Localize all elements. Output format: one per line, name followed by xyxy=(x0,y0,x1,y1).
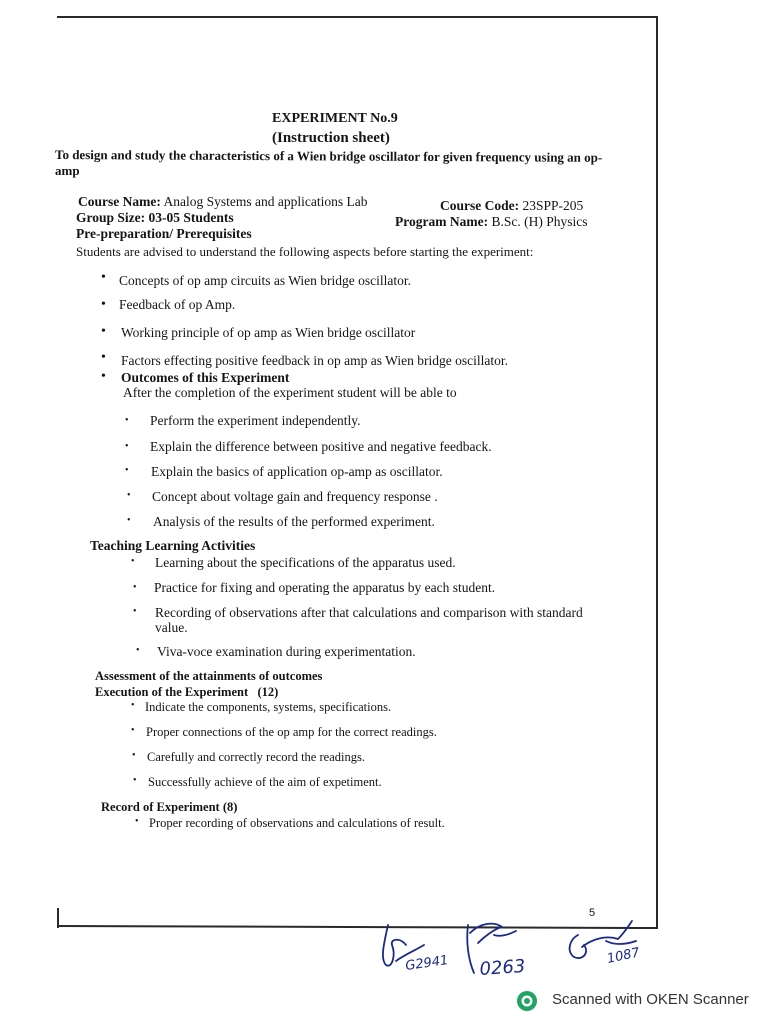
prereq-item: Concepts of op amp circuits as Wien bridge oscillator. xyxy=(119,273,412,288)
course-name-value: Analog Systems and applications Lab xyxy=(163,194,368,209)
record-heading: Record of Experiment (8) xyxy=(101,800,238,814)
teaching-heading: Teaching Learning Activities xyxy=(90,538,256,553)
teaching-item: Recording of observations after that calculations and comparison with standard xyxy=(155,605,583,620)
teaching-item: Learning about the specifications of the apparatus used. xyxy=(155,555,456,570)
experiment-title: EXPERIMENT No.9 xyxy=(272,111,398,126)
bullet: • xyxy=(133,606,137,617)
bullet: • xyxy=(133,582,137,593)
execution-item: Indicate the components, systems, specifications. xyxy=(145,700,392,714)
bullet: • xyxy=(101,270,106,285)
group-size: Group Size: 03-05 Students xyxy=(76,210,234,225)
course-code-value: 23SPP-205 xyxy=(522,198,584,213)
scanner-logo-icon xyxy=(516,990,538,1012)
prereq-heading: Pre-preparation/ Prerequisites xyxy=(76,226,252,241)
aim-line-1: To design and study the characteristics of a Wien bridge oscillator for given frequency using an op- xyxy=(54,147,603,165)
course-name xyxy=(78,194,367,210)
outcomes-heading: Outcomes of this Experiment xyxy=(121,370,290,385)
bullet: • xyxy=(125,415,129,426)
execution-item: Carefully and correctly record the readings. xyxy=(147,750,365,764)
execution-item: Proper connections of the op amp for the correct readings. xyxy=(146,725,437,739)
handwritten-signatures xyxy=(370,915,670,995)
bullet: • xyxy=(125,441,129,452)
aim-line-2: amp xyxy=(55,163,80,178)
bullet: • xyxy=(101,324,106,339)
outcomes-intro: After the completion of the experiment student will be able to xyxy=(123,385,457,400)
bullet: • xyxy=(131,556,135,567)
bullet: • xyxy=(133,775,137,786)
bullet: • xyxy=(125,465,129,476)
scanner-watermark-text: Scanned with OKEN Scanner xyxy=(552,991,749,1008)
program-name-label: Program Name: xyxy=(395,214,489,229)
bullet: • xyxy=(101,350,106,365)
prereq-item: Factors effecting positive feedback in op amp as Wien bridge oscillator. xyxy=(121,353,508,368)
outcome-item: Perform the experiment independently. xyxy=(150,413,361,428)
outcome-item: Concept about voltage gain and frequency response . xyxy=(152,489,438,504)
bullet: • xyxy=(127,515,131,526)
course-code xyxy=(440,198,583,214)
assessment-heading: Assessment of the attainments of outcomes xyxy=(95,669,323,683)
signature-note-1: G2941 xyxy=(404,953,450,974)
bullet: • xyxy=(131,700,135,711)
teaching-item: Viva-voce examination during experimentation. xyxy=(157,644,416,659)
bullet: • xyxy=(136,645,140,656)
course-name-label: Course Name: xyxy=(78,194,161,209)
course-code-label: Course Code: xyxy=(440,198,520,213)
bullet: • xyxy=(101,297,106,312)
record-item: Proper recording of observations and calculations of result. xyxy=(149,816,445,830)
outcome-item: Explain the difference between positive and negative feedback. xyxy=(150,439,492,454)
program-name xyxy=(395,214,587,230)
teaching-item: Practice for fixing and operating the apparatus by each student. xyxy=(154,580,496,595)
prereq-item: Feedback of op Amp. xyxy=(119,297,236,312)
left-border-tick xyxy=(57,908,59,928)
instruction-sheet-subtitle: (Instruction sheet) xyxy=(272,130,390,146)
outcome-item: Explain the basics of application op-amp as oscillator. xyxy=(151,464,443,479)
prereq-item: Working principle of op amp as Wien bridge oscillator xyxy=(121,325,416,340)
right-border xyxy=(656,16,658,928)
bullet: • xyxy=(135,816,139,827)
program-name-value: B.Sc. (H) Physics xyxy=(491,214,588,229)
teaching-item-continued: value. xyxy=(155,620,188,635)
bullet: • xyxy=(127,490,131,501)
bullet: • xyxy=(132,750,136,761)
top-border xyxy=(57,16,657,18)
page-number: 5 xyxy=(589,907,596,919)
prereq-intro: Students are advised to understand the following aspects before starting the experiment: xyxy=(76,244,534,259)
execution-heading: Execution of the Experiment (12) xyxy=(95,685,279,699)
signature-note-2: 0263 xyxy=(478,955,527,980)
bullet: • xyxy=(131,725,135,736)
signature-note-3: 1087 xyxy=(605,945,642,967)
execution-item: Successfully achieve of the aim of expetiment. xyxy=(148,775,382,789)
outcome-item: Analysis of the results of the performed experiment. xyxy=(153,514,435,529)
bullet: • xyxy=(101,369,106,384)
